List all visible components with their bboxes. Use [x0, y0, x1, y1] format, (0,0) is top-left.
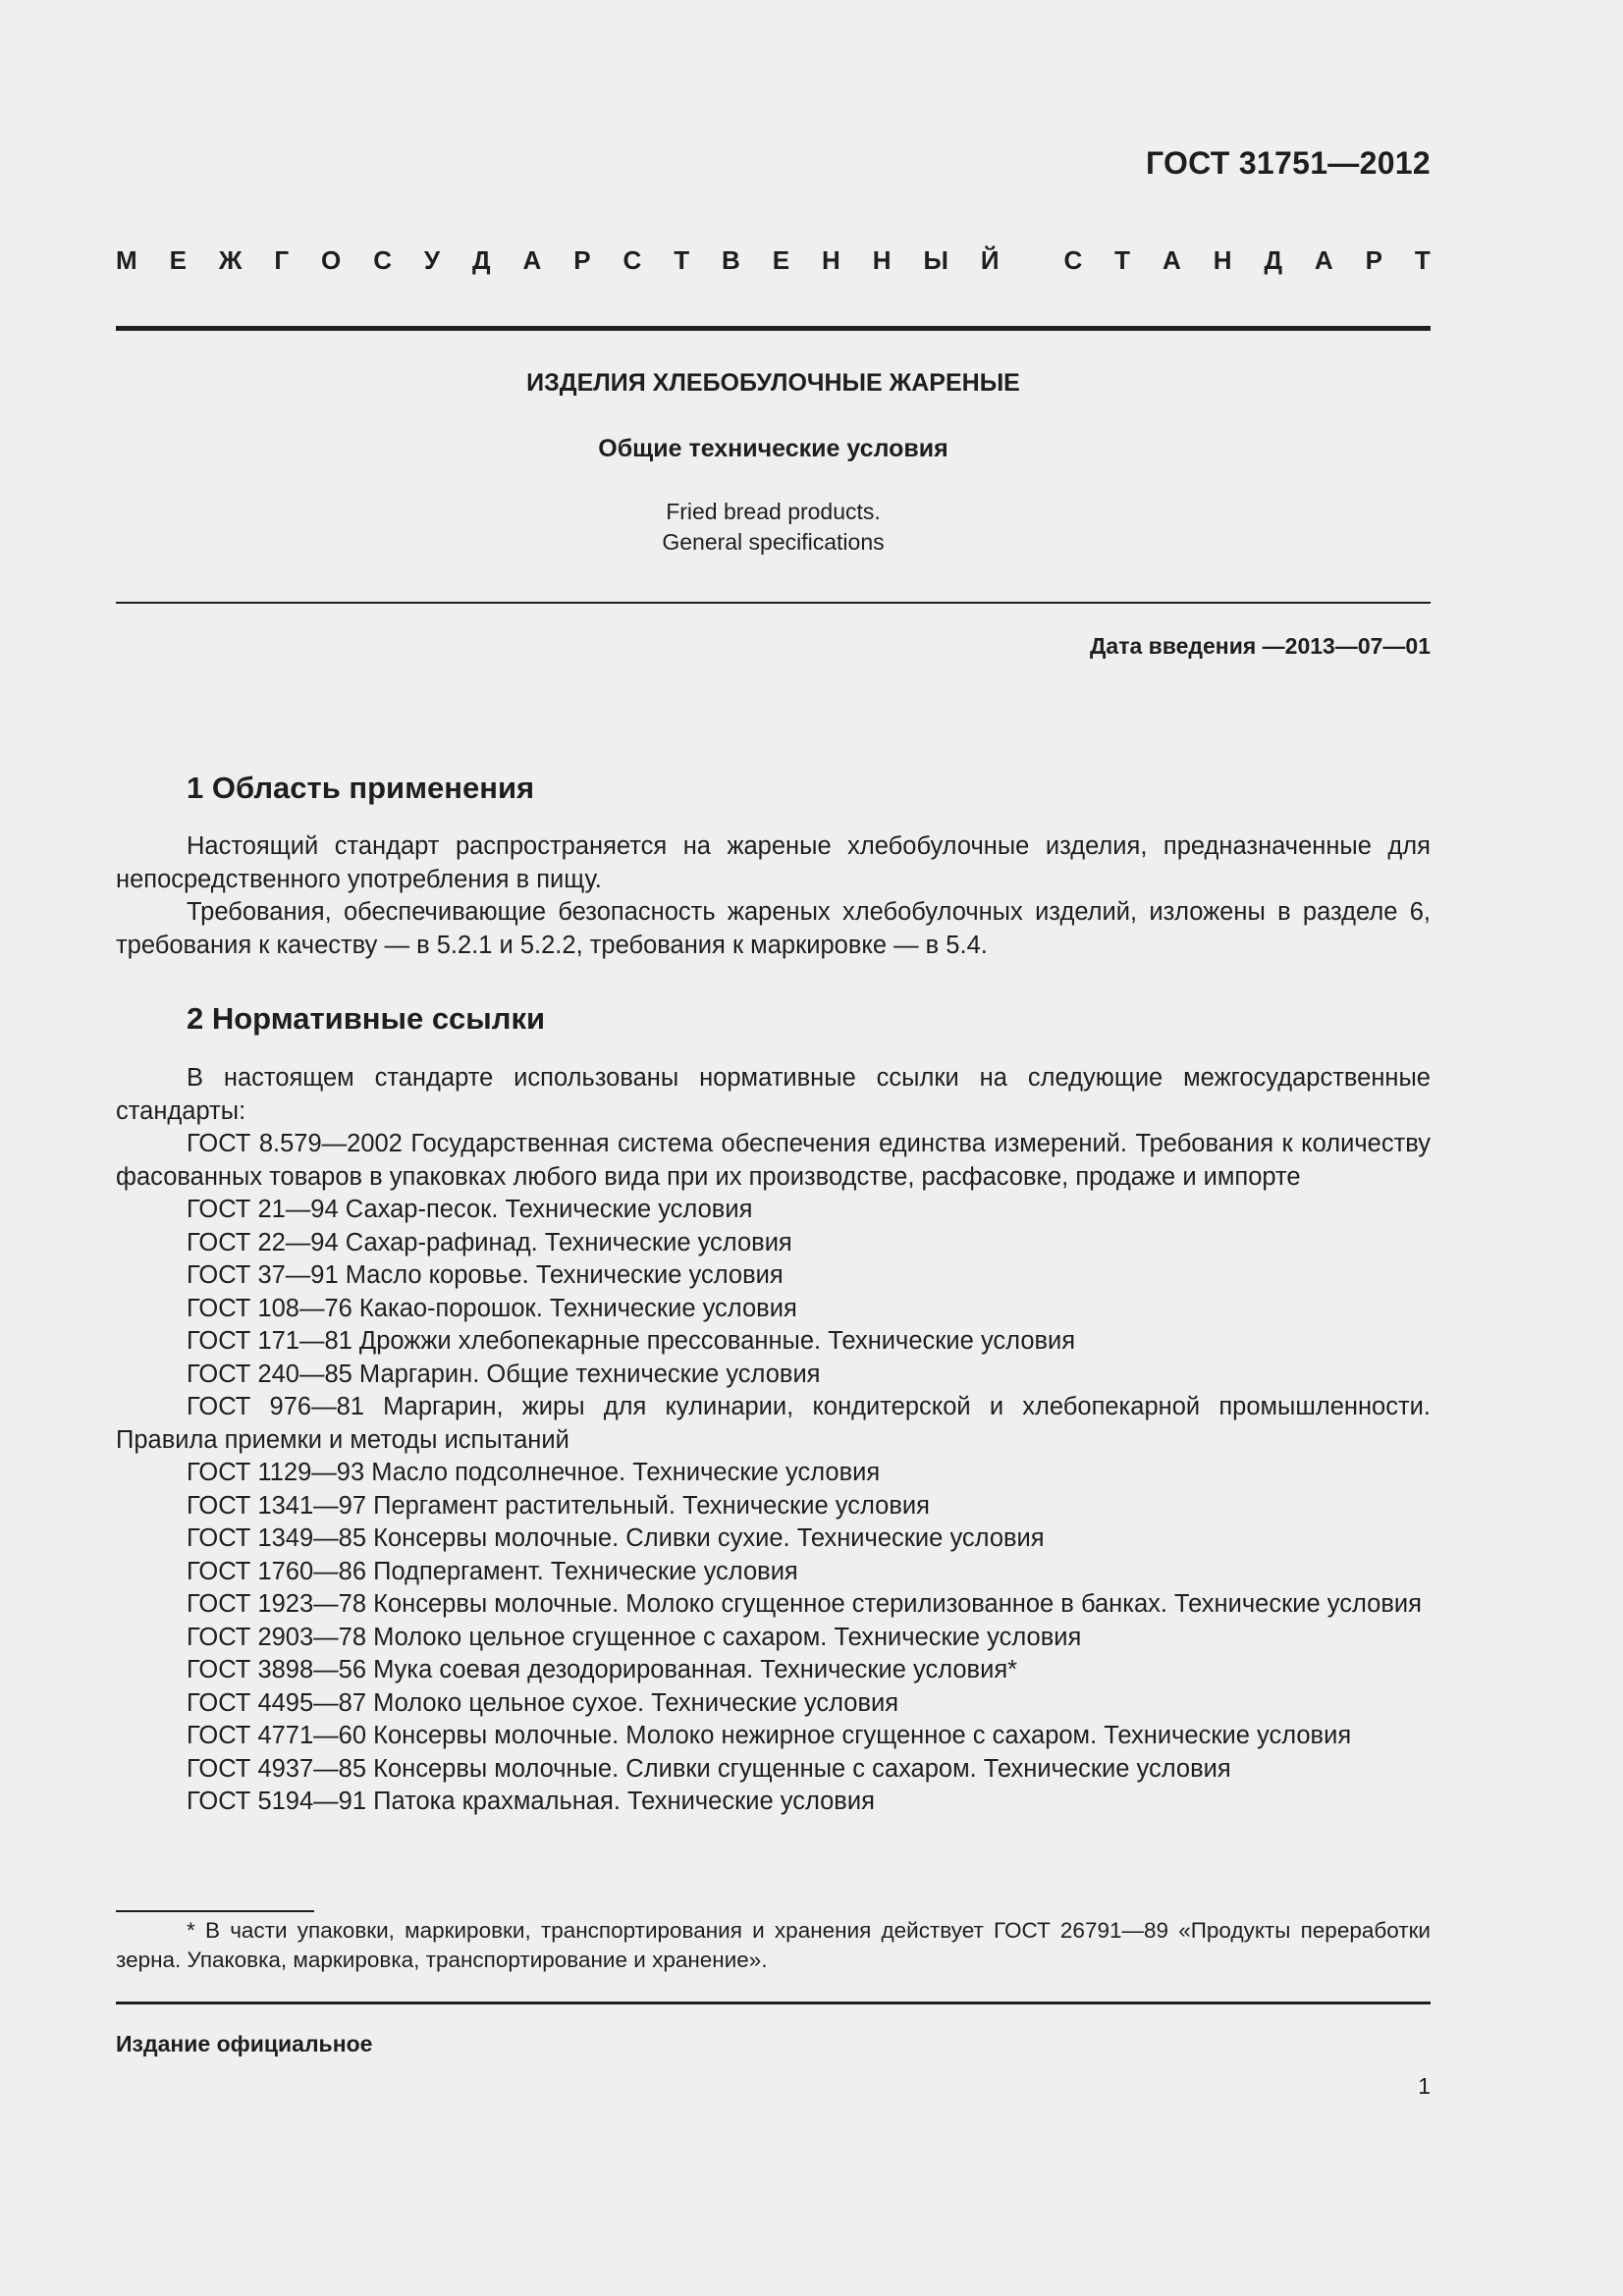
reference-item: ГОСТ 1129—93 Масло подсолнечное. Технические условия [187, 1459, 881, 1486]
standard-type-letter: Д [1264, 245, 1282, 275]
reference-item: ГОСТ 976—81 Маргарин, жиры для кулинарии, кондитерской и хлебопекарной промышленности. Правила приемки и методы испытаний [116, 1393, 1431, 1454]
standard-type-letter: Г [274, 245, 290, 275]
standard-type-letter: Е [169, 245, 187, 275]
reference-item: ГОСТ 22—94 Сахар-рафинад. Технические условия [187, 1228, 792, 1256]
standard-type-letter: А [1163, 245, 1181, 275]
footer-divider [116, 2002, 1431, 2004]
reference-item: ГОСТ 37—91 Масло коровье. Технические условия [187, 1261, 784, 1289]
standard-type-letter: Т [674, 245, 690, 275]
standard-type-letter: С [1063, 245, 1083, 275]
reference-item: ГОСТ 4771—60 Консервы молочные. Молоко нежирное сгущенное с сахаром. Технические условия [187, 1722, 1352, 1749]
reference-item: ГОСТ 1923—78 Консервы молочные. Молоко сгущенное стерилизованное в банках. Технические условия [187, 1590, 1422, 1618]
standard-type-letter: Р [573, 245, 591, 275]
document-title: ИЗДЕЛИЯ ХЛЕБОБУЛОЧНЫЕ ЖАРЕНЫЕ [526, 369, 1020, 397]
standard-type-letter: У [423, 245, 441, 275]
header-divider [116, 326, 1431, 331]
reference-item: ГОСТ 1349—85 Консервы молочные. Сливки сухие. Технические условия [187, 1524, 1045, 1552]
document-page [116, 0, 1431, 2296]
reference-item: ГОСТ 2903—78 Молоко цельное сгущенное с сахаром. Технические условия [187, 1623, 1082, 1651]
section-2-body [116, 1062, 1431, 1819]
english-title-line2: General specifications [662, 529, 885, 555]
english-title-line1: Fried bread products. [666, 499, 881, 524]
reference-item: ГОСТ 1341—97 Пергамент растительный. Технические условия [187, 1491, 930, 1520]
standard-type-letter: Н [822, 245, 840, 275]
reference-item: ГОСТ 5194—91 Патока крахмальная. Технические условия [187, 1788, 875, 1815]
standard-type-letter: В [722, 245, 740, 275]
reference-item: ГОСТ 8.579—2002 Государственная система обеспечения единства измерений. Требования к количеству фасованных товаров в упаковках любого вида при их производстве, расфасовке, продаже и импорте [116, 1130, 1431, 1191]
standard-type-letter: Ы [923, 245, 948, 275]
footnote-separator [116, 1910, 314, 1912]
section-2-heading: 2 Нормативные ссылки [187, 1001, 546, 1036]
standard-type-letter: С [373, 245, 392, 275]
standard-type-letter: Н [872, 245, 892, 275]
doc-number: ГОСТ 31751—2012 [1145, 145, 1431, 181]
reference-item: ГОСТ 3898—56 Мука соевая дезодорированная. Технические условия* [187, 1656, 1018, 1683]
reference-item: ГОСТ 171—81 Дрожжи хлебопекарные прессованные. Технические условия [187, 1327, 1076, 1355]
paragraph: В настоящем стандарте использованы нормативные ссылки на следующие межгосударственные стандарты: [116, 1064, 1431, 1125]
footnote: * В части упаковки, маркировки, транспортирования и хранения действует ГОСТ 26791—89 «Продукты переработки зерна. Упаковка, маркировка, транспортирование и хранение». [116, 1918, 1431, 1972]
standard-type-letter: Т [1414, 245, 1431, 275]
standard-type-letter: А [522, 245, 542, 275]
reference-item: ГОСТ 4495—87 Молоко цельное сухое. Технические условия [187, 1688, 899, 1717]
section-1-body [116, 830, 1431, 962]
page-number: 1 [1418, 2073, 1431, 2099]
introduction-date: Дата введения —2013—07—01 [1090, 633, 1431, 659]
document-subtitle: Общие технические условия [598, 435, 948, 462]
title-divider [116, 602, 1431, 604]
standard-type-letter: А [1314, 245, 1333, 275]
standard-type-letter: О [321, 245, 342, 275]
standard-type-letter: Н [1213, 245, 1232, 275]
standard-type-heading [116, 245, 1431, 276]
standard-type-letter: М [116, 245, 137, 275]
reference-item: ГОСТ 4937—85 Консервы молочные. Сливки сгущенные с сахаром. Технические условия [187, 1754, 1231, 1783]
standard-type-letter: Т [1114, 245, 1131, 275]
standard-type-letter: Ж [218, 245, 243, 275]
paragraph: Настоящий стандарт распространяется на жареные хлебобулочные изделия, предназначенные для непосредственного употребления в пищу. [116, 832, 1431, 893]
standard-type-letter: Д [472, 245, 491, 275]
reference-item: ГОСТ 1760—86 Подпергамент. Технические условия [187, 1557, 798, 1585]
reference-item: ГОСТ 108—76 Какао-порошок. Технические условия [187, 1294, 797, 1322]
standard-type-letter: Р [1365, 245, 1382, 275]
section-1-heading: 1 Область применения [187, 771, 535, 805]
edition-label: Издание официальное [116, 2031, 373, 2056]
standard-type-letter: Е [772, 245, 790, 275]
paragraph: Требования, обеспечивающие безопасность жареных хлебобулочных изделий, изложены в разделе 6, требования к качеству — в 5.2.1 и 5.2.2, требования к маркировке — в 5.4. [116, 898, 1431, 959]
standard-type-letter: С [622, 245, 642, 275]
reference-item: ГОСТ 240—85 Маргарин. Общие технические условия [187, 1360, 821, 1388]
standard-type-letter: Й [980, 245, 1000, 275]
reference-item: ГОСТ 21—94 Сахар-песок. Технические условия [187, 1196, 753, 1223]
